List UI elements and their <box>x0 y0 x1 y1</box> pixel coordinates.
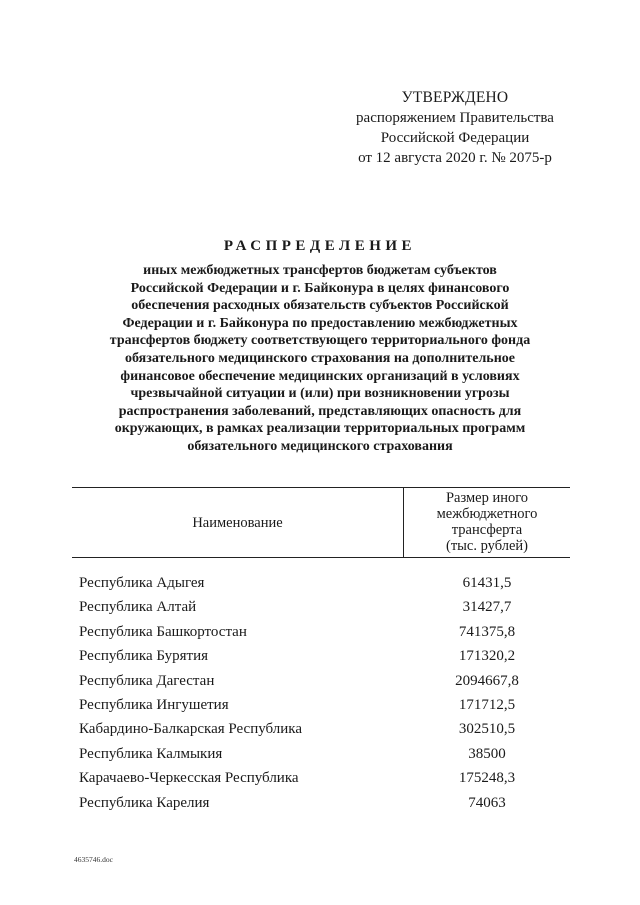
header-amount-line: Размер иного <box>445 490 529 506</box>
subtitle-line: распространения заболеваний, представляющих опасность для <box>118 403 522 419</box>
file-name-footer: 4635746.doc <box>74 855 113 864</box>
subtitle-line: финансовое обеспечение медицинских организаций в условиях <box>120 368 520 384</box>
region-name: Республика Карелия <box>79 794 210 811</box>
table-row <box>72 746 570 770</box>
document-title: РАСПРЕДЕЛЕНИЕ <box>223 238 417 254</box>
table-row <box>72 624 570 648</box>
table-body <box>72 575 570 819</box>
header-name: Наименование <box>192 515 283 531</box>
transfer-amount: 2094667,8 <box>455 672 519 689</box>
table-row <box>72 770 570 794</box>
table-row <box>72 721 570 745</box>
transfer-amount: 171320,2 <box>458 648 516 665</box>
approval-stamp <box>330 88 580 168</box>
table-row <box>72 697 570 721</box>
transfer-amount: 61431,5 <box>462 575 512 591</box>
header-amount-line: трансферта <box>451 522 523 538</box>
header-amount <box>404 490 570 554</box>
transfer-amount: 74063 <box>468 794 506 811</box>
table-row <box>72 575 570 599</box>
transfer-amount: 302510,5 <box>458 721 516 738</box>
region-name: Республика Калмыкия <box>79 745 223 762</box>
region-name: Республика Адыгея <box>79 575 205 591</box>
subtitle-line: обязательного медицинского страхования на дополнительное <box>124 350 515 366</box>
region-name: Республика Башкортостан <box>79 623 247 640</box>
transfer-amount: 741375,8 <box>458 623 516 640</box>
transfer-amount: 171712,5 <box>458 696 516 713</box>
distribution-table <box>72 487 570 819</box>
subtitle-line: Федерации и г. Байконура по предоставлению межбюджетных <box>122 315 518 331</box>
document-subtitle <box>90 262 550 456</box>
transfer-amount: 31427,7 <box>462 599 512 616</box>
header-amount-line: (тыс. рублей) <box>446 538 528 554</box>
approval-line: распоряжением Правительства <box>356 110 554 126</box>
region-name: Республика Алтай <box>79 599 197 616</box>
table-row <box>72 673 570 697</box>
region-name: Кабардино-Балкарская Республика <box>79 721 303 738</box>
table-row <box>72 648 570 672</box>
approval-line: Российской Федерации <box>380 130 530 146</box>
subtitle-line: чрезвычайной ситуации и (или) при возникновении угрозы <box>130 386 510 402</box>
approval-title: УТВЕРЖДЕНО <box>401 89 509 106</box>
subtitle-line: окружающих, в рамках реализации территориальных программ <box>114 421 526 437</box>
subtitle-line: обеспечения расходных обязательств субъектов Российской <box>131 298 509 314</box>
approval-date-line: от 12 августа 2020 г. № 2075-р <box>358 150 552 166</box>
subtitle-line: Российской Федерации и г. Байконура в целях финансового <box>130 280 510 296</box>
region-name: Республика Бурятия <box>79 648 209 665</box>
transfer-amount: 38500 <box>468 745 506 762</box>
subtitle-line: трансфертов бюджету соответствующего территориального фонда <box>109 333 531 349</box>
header-amount-line: межбюджетного <box>436 506 538 522</box>
region-name: Республика Дагестан <box>79 672 215 689</box>
transfer-amount: 175248,3 <box>458 770 516 787</box>
table-row <box>72 795 570 819</box>
region-name: Карачаево-Черкесская Республика <box>79 770 299 787</box>
region-name: Республика Ингушетия <box>79 696 229 713</box>
subtitle-line: обязательного медицинского страхования <box>187 438 453 454</box>
subtitle-line: иных межбюджетных трансфертов бюджетам субъектов <box>143 263 497 278</box>
table-row <box>72 599 570 623</box>
table-header <box>72 487 570 558</box>
